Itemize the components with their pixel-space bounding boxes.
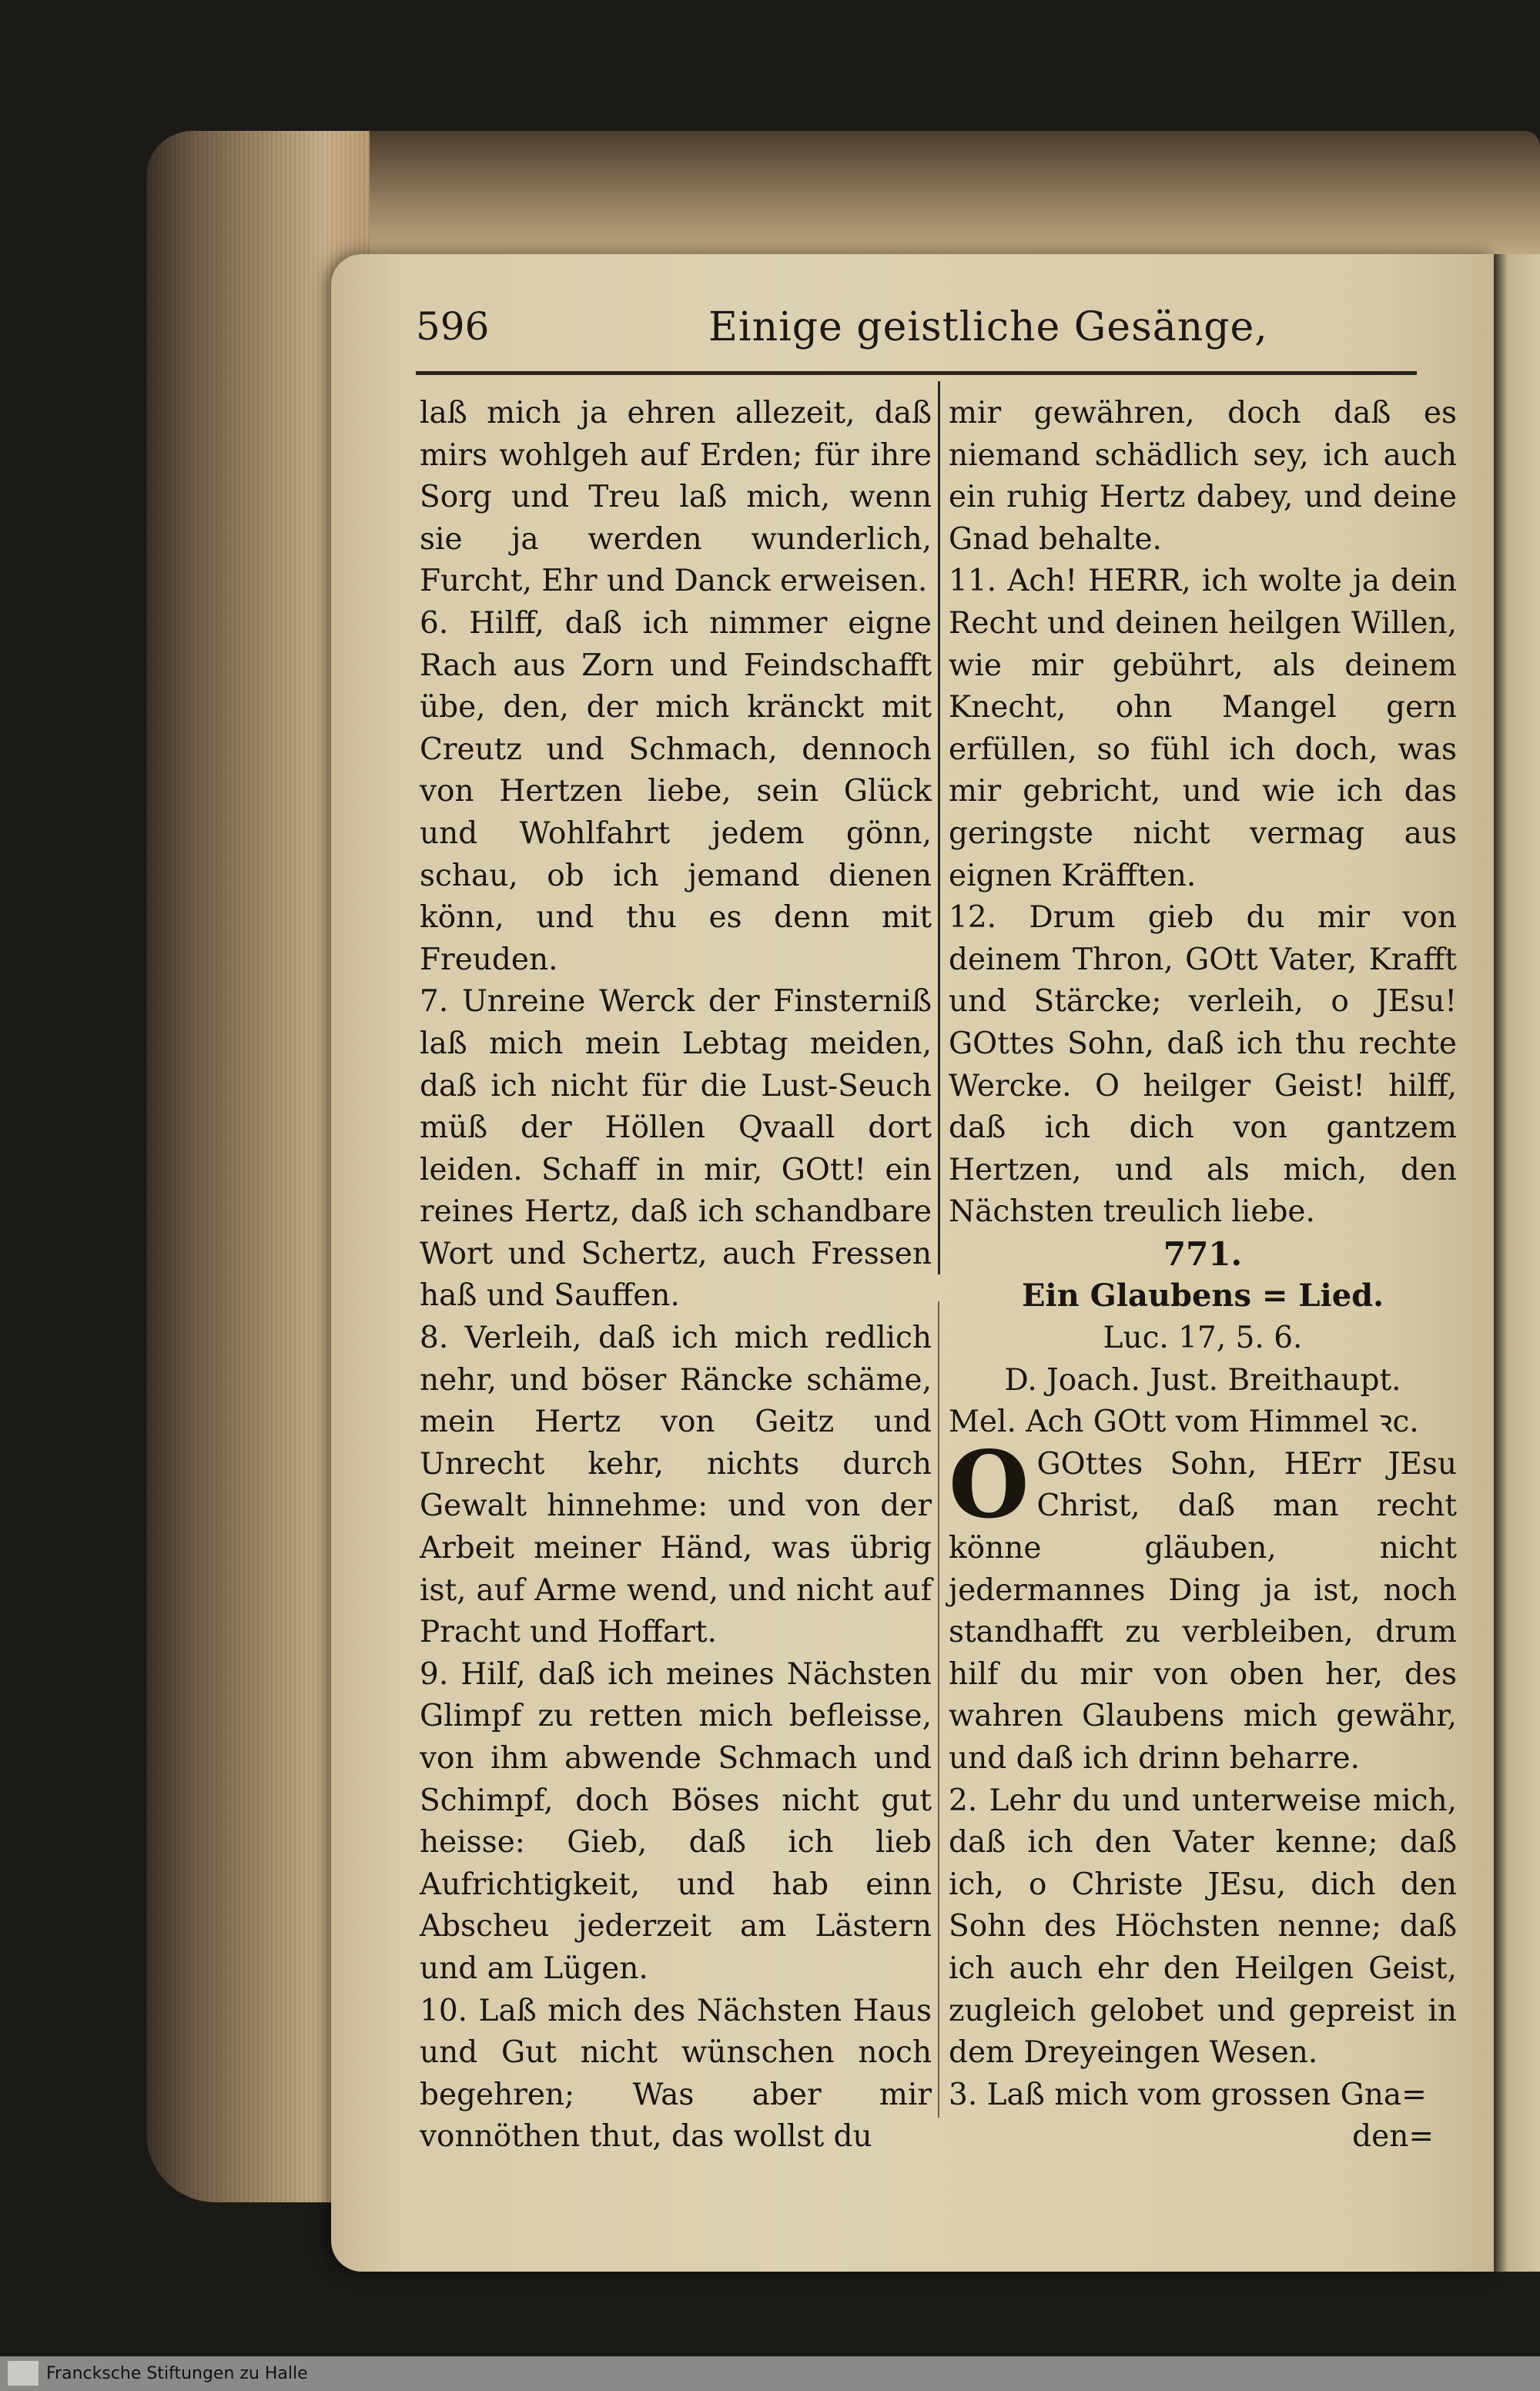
stanza-text: mir gewähren, doch daß es niemand schädlich sey, ich auch ein ruhig Hertz dabey, und deine Gnad behalte. [949,396,1457,557]
institution-logo-icon [8,2361,38,2386]
stanza-text [949,1430,1457,1780]
page-header [416,304,1455,366]
stanza-text: 2. Lehr du und unterweise mich, daß ich den Vater kenne; daß ich, o Christe JEsu, dich den Sohn des Höchsten nenne; daß ich auch ehr den Heilgen Geist, zugleich gelobet und gepreist in dem Dreyeingen Wesen. [949,1783,1457,2071]
header-rule [416,371,1417,375]
hymn-reference: Luc. 17, 5. 6. [1103,1321,1303,1356]
book-top-fore-edge [231,131,1540,262]
hymn-title: Ein Glaubens = Lied. [1021,1278,1384,1314]
stanza-text: 3. Laß mich vom grossen Gna= [949,2077,1427,2112]
stanza-1: GOttes Sohn, HErr JEsu Christ, daß man recht könne gläuben, nicht jedermannes Ding ja ist, noch standhafft zu verbleiben, drum hilf du mir von oben her, des wahren Glaubens mich gewähr, und daß ich drinn beharre. [949,1446,1457,1776]
page-number: 596 [416,304,490,349]
column-divider [938,381,940,1274]
stanza-text: 11. Ach! HERR, ich wolte ja dein Recht und deinen heilgen Willen, wie mir gebührt, als deinem Knecht, ohn Mangel gern erfüllen, so fühl ich doch, was mir gebricht, und wie ich das geringste nicht vermag aus eignen Kräfften. [949,564,1457,893]
drop-capital: O [949,1430,1029,1539]
stanza-text: 6. Hilff, daß ich nimmer eigne Rach aus Zorn und Feindschafft übe, den, der mich kränckt mit Creutz und Schmach, dennoch von Hertzen liebe, sein Glück und Wohlfahrt jedem gönn, schau, ob ich jemand dienen könn, und thu es denn mit Freuden. [420,605,932,977]
hymn-number: 771. [1163,1234,1243,1273]
footer-bar [0,2356,1540,2391]
hymn-melody: Mel. Ach GOtt vom Himmel ꝛc. [949,1405,1419,1440]
hymn-author: D. Joach. Just. Breithaupt. [1004,1362,1401,1398]
stanza-text: 12. Drum gieb du mir von deinem Thron, GOtt Vater, Krafft und Stärcke; verleih, o JEsu! GOttes Sohn, daß ich thu rechte Wercke. O heilger Geist! hilff, daß ich dich von gantzem Hertzen, und als mich, den Nächsten treulich liebe. [949,900,1457,1230]
stanza-text: 10. Laß mich des Nächsten Haus und Gut nicht wünschen noch begehren; Was aber mir vonnöthen thut, das wollst du [420,1993,932,2155]
running-title: Einige geistliche Gesänge, [708,304,1268,350]
stanza-text: 9. Hilf, daß ich meines Nächsten Glimpf zu retten mich befleisse, von ihm abwende Schmach und Schimpf, doch Böses nicht gut heisse: Gieb, daß ich lieb Aufrichtigkeit, und hab einn Abscheu jederzeit am Lästern und am Lügen. [420,1656,932,1986]
right-column [949,393,1457,2158]
facing-page-edge [1494,254,1540,2272]
left-column [420,393,932,2158]
column-divider-lower [938,1301,939,2118]
catchword: den= [1352,2119,1434,2155]
stanza-text: laß mich ja ehren allezeit, daß mirs wohlgeh auf Erden; für ihre Sorg und Treu laß mich, wenn sie ja werden wunderlich, Furcht, Ehr und Danck erweisen. [420,396,932,599]
stanza-text: 7. Unreine Werck der Finsterniß laß mich mein Lebtag meiden, daß ich nicht für die Lust-Seuch müß der Höllen Qvaall dort leiden. Schaff in mir, GOtt! ein reines Hertz, daß ich schandbare Wort und Schertz, auch Fressen haß und Sauffen. [420,984,932,1314]
stanza-text: 8. Verleih, daß ich mich redlich nehr, und böser Räncke schäme, mein Hertz von Geitz und Unrecht kehr, nichts durch Gewalt hinnehme: und von der Arbeit meiner Händ, was übrig ist, auf Arme wend, und nicht auf Pracht und Hoffart. [420,1321,932,1650]
footer-credit: Francksche Stiftungen zu Halle [46,2364,308,2383]
